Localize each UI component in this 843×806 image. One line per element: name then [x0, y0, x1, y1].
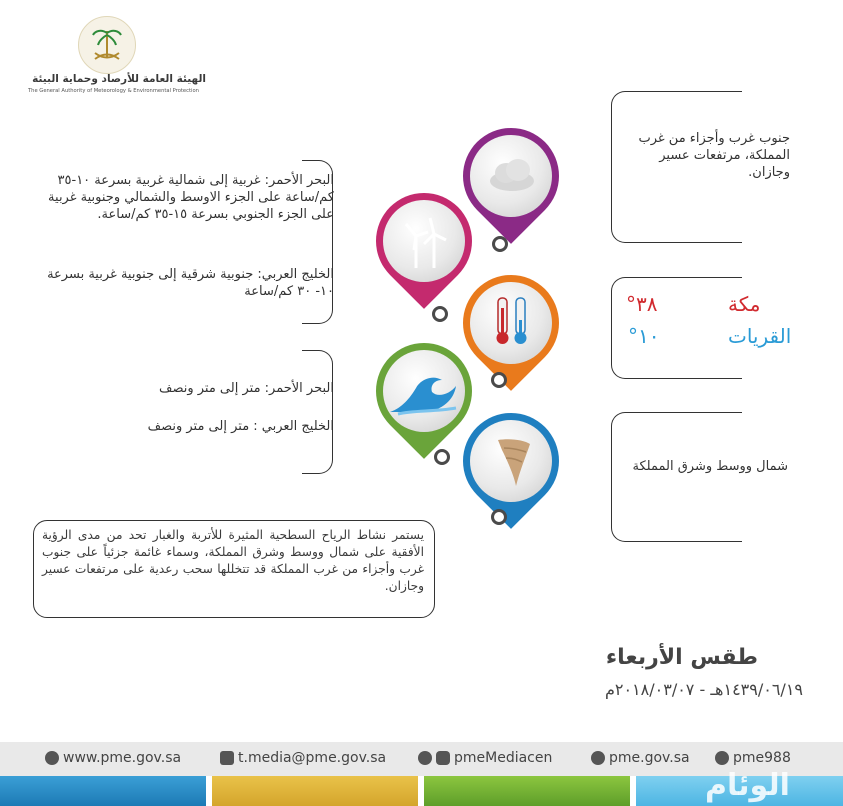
waves-gulf-text: الخليج العربي : متر إلى متر ونصف: [147, 419, 334, 434]
cloud-icon: [486, 155, 538, 195]
facebook-icon: [591, 751, 605, 765]
max-temp-value: ٣٨°: [626, 292, 658, 316]
wind-gulf-text: الخليج العربي: جنوبية شرقية إلى جنوبية غربية بسرعة ١٠- ٣٠ كم/ساعة: [47, 267, 334, 299]
mail-icon: [220, 751, 234, 765]
footer-social[interactable]: pmeMediacen: [418, 750, 552, 766]
footer-phone[interactable]: pme988: [715, 750, 791, 766]
wave-icon: [388, 368, 460, 418]
summary-text: يستمر نشاط الرياح السطحية المثيرة للأتربة والغبار تحد من مدى الرؤية الأفقية على شمال ووسط وشرق المملكة، وسماء غائمة جزئياً على جنوب غرب وأجزاء من غرب المملكة قد تتخللها سحب رعدية على مرتفعات عسير وجازان.: [42, 528, 424, 593]
max-temp-city: مكة: [728, 292, 761, 316]
org-name-ar: الهيئة العامة للأرصاد وحماية البيئة: [32, 73, 206, 85]
dust-bracket: [611, 412, 742, 542]
org-name-en: The General Authority of Meteorology & Environmental Protection: [28, 88, 199, 94]
watermark: الوئام: [705, 768, 790, 803]
min-temp-value: ١٠°: [628, 324, 660, 348]
waves-bracket: [302, 350, 333, 474]
date-line: ١٤٣٩/٠٦/١٩هـ - ٢٠١٨/٠٣/٠٧م: [604, 680, 803, 699]
footer-facebook[interactable]: pme.gov.sa: [591, 750, 690, 766]
twitter-icon: [418, 751, 432, 765]
thermometer-icon: [494, 296, 530, 346]
wind-red-sea-text: البحر الأحمر: غربية إلى شمالية غربية بسرعة ١٠-٣٥ كم/ساعة على الجزء الاوسط والشمالي وجنوبية غربية على الجزء الجنوبي بسرعة ١٥-٣٥ كم/ساعة.: [48, 173, 334, 222]
cloud-text: جنوب غرب وأجزاء من غرب المملكة، مرتفعات عسير وجازان.: [638, 131, 790, 180]
footer-website[interactable]: www.pme.gov.sa: [45, 750, 181, 766]
instagram-icon: [436, 751, 450, 765]
footer-strip-green: [424, 776, 630, 806]
globe-icon: [45, 751, 59, 765]
page-title: طقس الأربعاء: [605, 645, 758, 670]
snapchat-icon: [715, 751, 729, 765]
dust-text: شمال ووسط وشرق المملكة: [632, 459, 788, 474]
footer-email[interactable]: t.media@pme.gov.sa: [220, 750, 386, 766]
footer-strip-blue: [0, 776, 206, 806]
footer-strip-yellow: [212, 776, 418, 806]
palm-sword-icon: [79, 17, 135, 73]
logo-emblem: [78, 16, 136, 74]
waves-red-sea-text: البحر الأحمر: متر إلى متر ونصف: [158, 381, 334, 396]
wind-turbine-icon: [400, 214, 448, 270]
dust-storm-icon: [494, 436, 534, 490]
min-temp-city: القريات: [728, 324, 792, 348]
